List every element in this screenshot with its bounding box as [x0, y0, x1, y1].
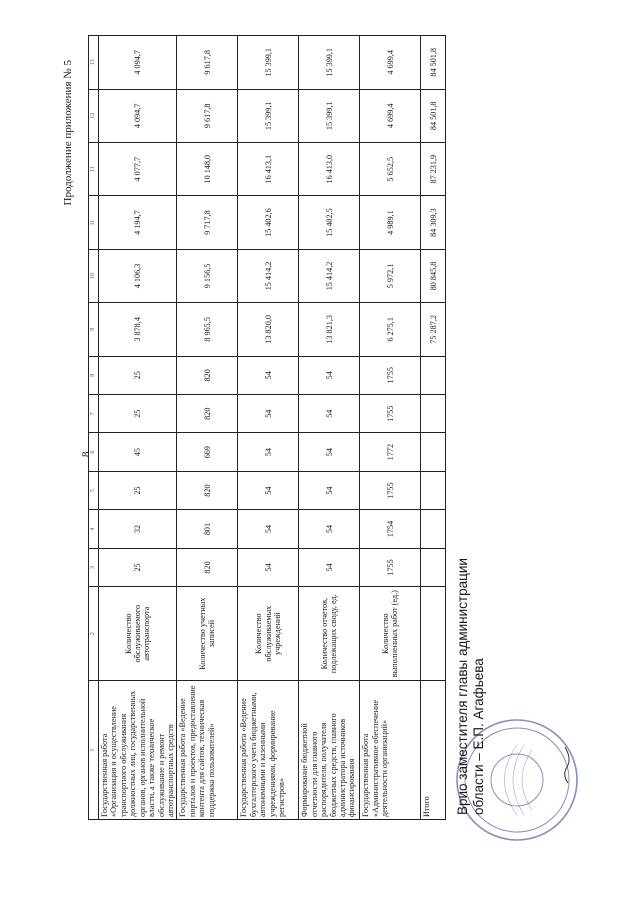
signature-block: [455, 558, 487, 815]
work-name: Государственная работа «Ведение порталов и проектов, предоставление контента для сайтов, техническая поддержка пользователей»: [177, 681, 238, 820]
value-cell: 54: [299, 510, 360, 548]
value-cell: 4 077,7: [99, 142, 177, 195]
total-value: 87 231,9: [421, 142, 446, 195]
value-cell: 9 156,5: [177, 249, 238, 302]
unit-cell: Количество обслуживаемых учреждений: [238, 587, 299, 681]
empty-cell: [421, 510, 446, 548]
value-cell: 54: [238, 433, 299, 471]
value-cell: 4 989,1: [360, 196, 421, 249]
value-cell: 54: [238, 510, 299, 548]
column-number: 7: [89, 394, 99, 432]
value-cell: 820: [177, 356, 238, 394]
value-cell: 16 413,1: [238, 142, 299, 195]
value-cell: 15 402,5: [299, 196, 360, 249]
value-cell: 5 652,5: [360, 142, 421, 195]
work-name: Государственная работа «Ведение бухгалтерского учета бюджетными, автономными и казенными учреждениями, формирование регистров»: [238, 681, 299, 820]
handwritten-mark-icon: [560, 745, 572, 785]
work-name: Формирование бюджетной отчетности для главного распорядителя, получателя бюджетных средств, главного администратора источников финансирования: [299, 681, 360, 820]
value-cell: 54: [299, 356, 360, 394]
empty-cell: [421, 433, 446, 471]
column-number: 12: [89, 89, 99, 142]
column-number: 11: [89, 142, 99, 195]
table-row: [360, 36, 421, 820]
value-cell: 3 878,4: [99, 303, 177, 356]
unit-cell: Количество выполненных работ (ед.): [360, 587, 421, 681]
column-number: 13: [89, 36, 99, 90]
value-cell: 820: [177, 548, 238, 586]
value-cell: 4 106,3: [99, 249, 177, 302]
signature-title: Врио заместителя главы администрации: [455, 558, 470, 815]
value-cell: 1754: [360, 510, 421, 548]
total-value: 75 287,2: [421, 303, 446, 356]
empty-cell: [421, 356, 446, 394]
value-cell: 8 965,5: [177, 303, 238, 356]
value-cell: 1755: [360, 471, 421, 509]
total-value: 84 501,8: [421, 89, 446, 142]
column-number: 11: [89, 196, 99, 249]
value-cell: 13 821,3: [299, 303, 360, 356]
value-cell: 54: [238, 471, 299, 509]
empty-cell: [421, 471, 446, 509]
table-row: [299, 36, 360, 820]
value-cell: 25: [99, 356, 177, 394]
column-number: 1: [89, 681, 99, 820]
value-cell: 15 399,1: [238, 36, 299, 90]
work-name: Государственная работа «Организация и осуществление транспортного обслуживания должностных лиц, государственных органов, органов исполнительной власти, а также техническое обслуживание и ремонт автотранспортных средств: [99, 681, 177, 820]
value-cell: 15 399,1: [299, 89, 360, 142]
column-number: 3: [89, 548, 99, 586]
value-cell: 15 402,6: [238, 196, 299, 249]
value-cell: 1755: [360, 394, 421, 432]
value-cell: 669: [177, 433, 238, 471]
value-cell: 15 399,1: [299, 36, 360, 90]
page-number: 8: [80, 451, 92, 457]
budget-table: [88, 35, 446, 820]
value-cell: 10 148,0: [177, 142, 238, 195]
value-cell: 25: [99, 471, 177, 509]
value-cell: 820: [177, 471, 238, 509]
value-cell: 820: [177, 394, 238, 432]
column-number: 2: [89, 587, 99, 681]
value-cell: 54: [238, 356, 299, 394]
value-cell: 13 820,0: [238, 303, 299, 356]
work-name: Государственная работа «Административное обеспечение деятельности организаций»: [360, 681, 421, 820]
column-number: 4: [89, 510, 99, 548]
column-number: 9: [89, 303, 99, 356]
value-cell: 54: [299, 471, 360, 509]
value-cell: 25: [99, 394, 177, 432]
empty-cell: [421, 587, 446, 681]
value-cell: 5 972,1: [360, 249, 421, 302]
value-cell: 54: [299, 548, 360, 586]
signature-name: области – Е.П. Агафьева: [471, 658, 487, 815]
column-number: 8: [89, 356, 99, 394]
value-cell: 1772: [360, 433, 421, 471]
value-cell: 15 414,2: [238, 249, 299, 302]
value-cell: 54: [299, 433, 360, 471]
value-cell: 1755: [360, 356, 421, 394]
value-cell: 4 194,7: [99, 196, 177, 249]
total-label: Итого: [421, 681, 446, 820]
value-cell: 54: [299, 394, 360, 432]
value-cell: 1755: [360, 548, 421, 586]
value-cell: 4 699,4: [360, 36, 421, 90]
appendix-label: Продолжение приложения № 5: [62, 60, 74, 206]
value-cell: 32: [99, 510, 177, 548]
value-cell: 25: [99, 548, 177, 586]
value-cell: 15 399,1: [238, 89, 299, 142]
value-cell: 54: [238, 548, 299, 586]
column-number: 5: [89, 471, 99, 509]
value-cell: 4 094,7: [99, 89, 177, 142]
value-cell: 801: [177, 510, 238, 548]
value-cell: 15 414,2: [299, 249, 360, 302]
empty-cell: [421, 394, 446, 432]
value-cell: 45: [99, 433, 177, 471]
table-row: [177, 36, 238, 820]
value-cell: 4 699,4: [360, 89, 421, 142]
table-row: [99, 36, 177, 820]
value-cell: 4 094,7: [99, 36, 177, 90]
total-value: 80 845,8: [421, 249, 446, 302]
empty-cell: [421, 548, 446, 586]
unit-cell: Количество обслуживаемого автотранспорта: [99, 587, 177, 681]
value-cell: 6 275,1: [360, 303, 421, 356]
total-value: 84 309,3: [421, 196, 446, 249]
total-row: [421, 36, 446, 820]
value-cell: 9 617,8: [177, 36, 238, 90]
column-number: 10: [89, 249, 99, 302]
value-cell: 54: [238, 394, 299, 432]
column-number: 6: [89, 433, 99, 471]
unit-cell: Количество отчетов, подлежащих своду, ед.: [299, 587, 360, 681]
value-cell: 9 617,8: [177, 89, 238, 142]
value-cell: 9 717,8: [177, 196, 238, 249]
column-number-row: [89, 36, 99, 820]
unit-cell: Количество учетных записей: [177, 587, 238, 681]
table-row: [238, 36, 299, 820]
value-cell: 16 413,0: [299, 142, 360, 195]
total-value: 84 501,8: [421, 36, 446, 90]
